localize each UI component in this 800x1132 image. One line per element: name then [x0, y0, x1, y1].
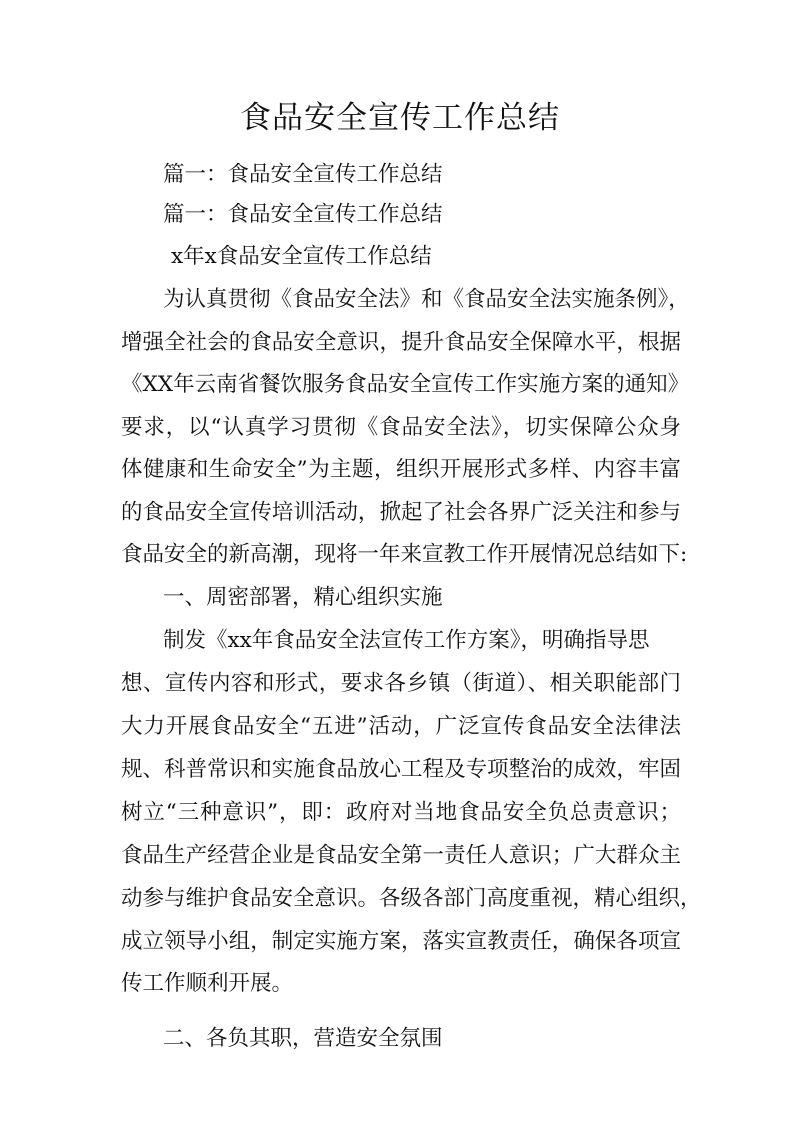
paragraph-line: 动参与维护食品安全意识。各级各部门高度重视，精心组织，	[121, 886, 702, 911]
paragraph-line: 为认真贯彻《食品安全法》和《食品安全法实施条例》，	[163, 287, 690, 312]
paragraph-line: 《XX年云南省餐饮服务食品安全宣传工作实施方案的通知》	[121, 372, 690, 397]
paragraph-line: 树立“三种意识”，即：政府对当地食品安全负总责意识；	[121, 800, 681, 825]
paragraph-line: 食品安全的新高潮，现将一年来宣教工作开展情况总结如下:	[121, 542, 688, 567]
paragraph-line: 食品生产经营企业是食品安全第一责任人意识；广大群众主	[121, 843, 681, 868]
paragraph-line: 规、科普常识和实施食品放心工程及专项整治的成效，牢固	[121, 757, 681, 782]
paragraph-line: 想、宣传内容和形式，要求各乡镇（街道）、相关职能部门	[121, 671, 681, 696]
paragraph-line: 制发《xx年食品安全法宣传工作方案》，明确指导思	[163, 628, 650, 653]
heading-line: x年x食品安全宣传工作总结	[171, 244, 432, 269]
heading-line: 篇一：食品安全宣传工作总结	[163, 202, 443, 227]
section-heading: 一、周密部署，精心组织实施	[163, 585, 443, 610]
document-title: 食品安全宣传工作总结	[240, 100, 560, 136]
section-heading: 二、各负其职，营造安全氛围	[163, 1026, 443, 1051]
heading-line: 篇一：食品安全宣传工作总结	[163, 162, 443, 187]
paragraph-line: 传工作顺利开展。	[121, 971, 294, 996]
paragraph-line: 成立领导小组，制定实施方案，落实宣教责任，确保各项宣	[121, 929, 681, 954]
paragraph-line: 的食品安全宣传培训活动，掀起了社会各界广泛关注和参与	[121, 500, 681, 525]
paragraph-line: 大力开展食品安全“五进”活动，广泛宣传食品安全法律法	[121, 714, 681, 739]
paragraph-line: 体健康和生命安全”为主题，组织开展形式多样、内容丰富	[121, 457, 681, 482]
paragraph-line: 要求，以“认真学习贯彻《食品安全法》，切实保障公众身	[121, 415, 681, 440]
paragraph-line: 增强全社会的食品安全意识，提升食品安全保障水平，根据	[121, 330, 681, 355]
